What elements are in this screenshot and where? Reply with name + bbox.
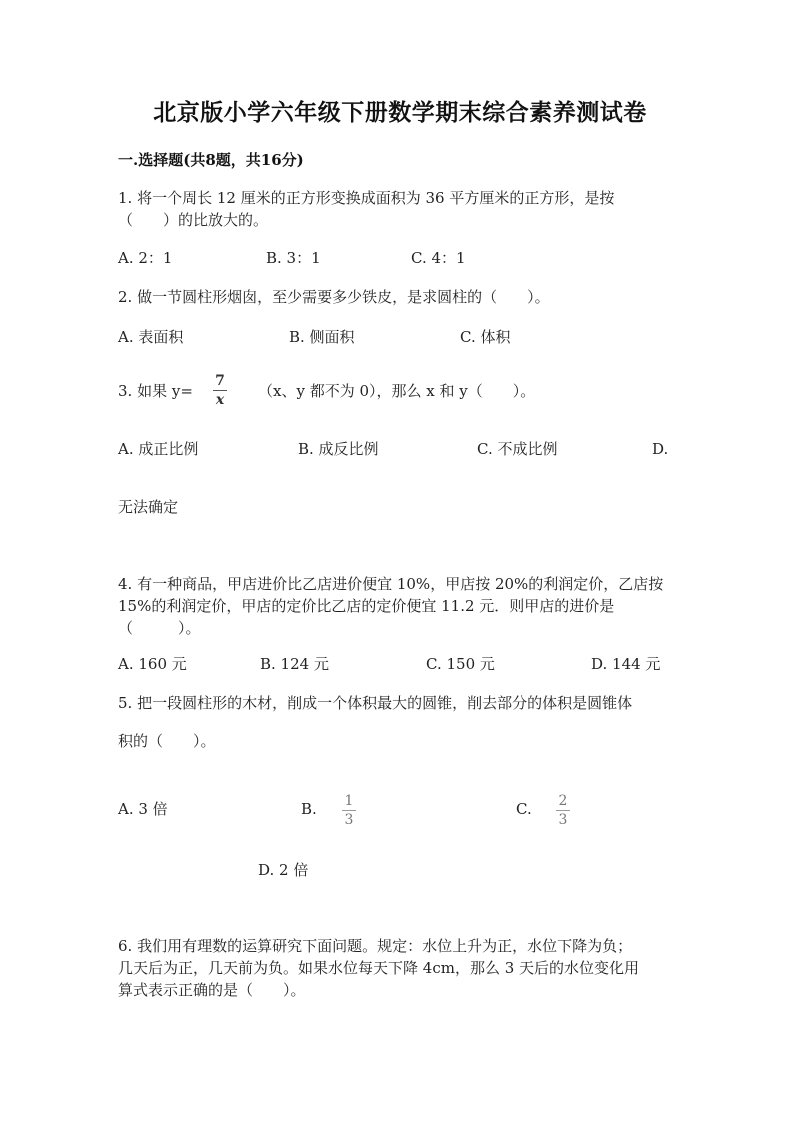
fraction-numerator: 1 <box>344 793 354 809</box>
question-6-line-3: 算式表示正确的是（ ）。 <box>118 981 306 999</box>
question-4-line-1: 4. 有一种商品，甲店进价比乙店进价便宜 10%，甲店按 20%的利润定价，乙店按 <box>118 575 664 593</box>
fraction-denominator: 3 <box>558 812 568 828</box>
question-3-suffix: （x、y 都不为 0），那么 x 和 y（ ）。 <box>258 382 536 400</box>
question-5-option-a: A. 3 倍 <box>118 800 168 818</box>
question-1-option-b: B. 3：1 <box>266 249 321 267</box>
fraction-denominator: 3 <box>344 812 354 828</box>
question-3-option-c: C. 不成比例 <box>477 440 558 458</box>
question-3-fraction <box>210 373 230 408</box>
question-5-line-2: 积的（ ）。 <box>118 732 216 750</box>
question-4-option-c: C. 150 元 <box>426 655 495 673</box>
fraction-numerator: 7 <box>215 373 225 389</box>
question-5-option-d: D. 2 倍 <box>258 861 309 879</box>
question-6-line-1: 6. 我们用有理数的运算研究下面问题。规定：水位上升为正，水位下降为负； <box>118 937 633 955</box>
question-4-line-3: （ ）。 <box>118 619 201 637</box>
question-1-line-2: （ ）的比放大的。 <box>118 211 269 229</box>
question-3-option-d-text: 无法确定 <box>118 498 179 516</box>
question-5-option-c: C. <box>516 800 532 818</box>
question-4-option-a: A. 160 元 <box>118 655 187 673</box>
fraction-denominator: x <box>215 392 225 408</box>
question-2-option-a: A. 表面积 <box>118 328 184 346</box>
section-heading: 一.选择题(共8题，共16分) <box>118 151 304 169</box>
question-6-line-2: 几天后为正，几天前为负。如果水位每天下降 4cm，那么 3 天后的水位变化用 <box>118 959 640 977</box>
question-4-option-d: D. 144 元 <box>591 655 661 673</box>
question-5-option-b-fraction <box>339 793 359 828</box>
question-5-line-1: 5. 把一段圆柱形的木材，削成一个体积最大的圆锥，削去部分的体积是圆锥体 <box>118 694 633 712</box>
question-1-option-c: C. 4：1 <box>411 249 466 267</box>
question-2-option-b: B. 侧面积 <box>289 328 355 346</box>
question-3-option-d: D. <box>652 440 669 458</box>
question-3-option-b: B. 成反比例 <box>298 440 379 458</box>
question-2-line-1: 2. 做一节圆柱形烟囱，至少需要多少铁皮，是求圆柱的（ ）。 <box>118 288 550 306</box>
question-3-prefix: 3. 如果 y= <box>118 382 193 400</box>
question-2-option-c: C. 体积 <box>460 328 511 346</box>
question-3-option-a: A. 成正比例 <box>118 440 199 458</box>
question-1-line-1: 1. 将一个周长 12 厘米的正方形变换成面积为 36 平方厘米的正方形，是按 <box>118 189 615 207</box>
question-4-option-b: B. 124 元 <box>260 655 329 673</box>
fraction-numerator: 2 <box>558 793 568 809</box>
question-5-option-c-fraction <box>553 793 573 828</box>
page-title: 北京版小学六年级下册数学期末综合素养测试卷 <box>153 99 647 126</box>
question-5-option-b: B. <box>301 800 317 818</box>
question-4-line-2: 15%的利润定价，甲店的定价比乙店的定价便宜 11.2 元．则甲店的进价是 <box>118 597 615 615</box>
question-1-option-a: A. 2：1 <box>118 249 173 267</box>
